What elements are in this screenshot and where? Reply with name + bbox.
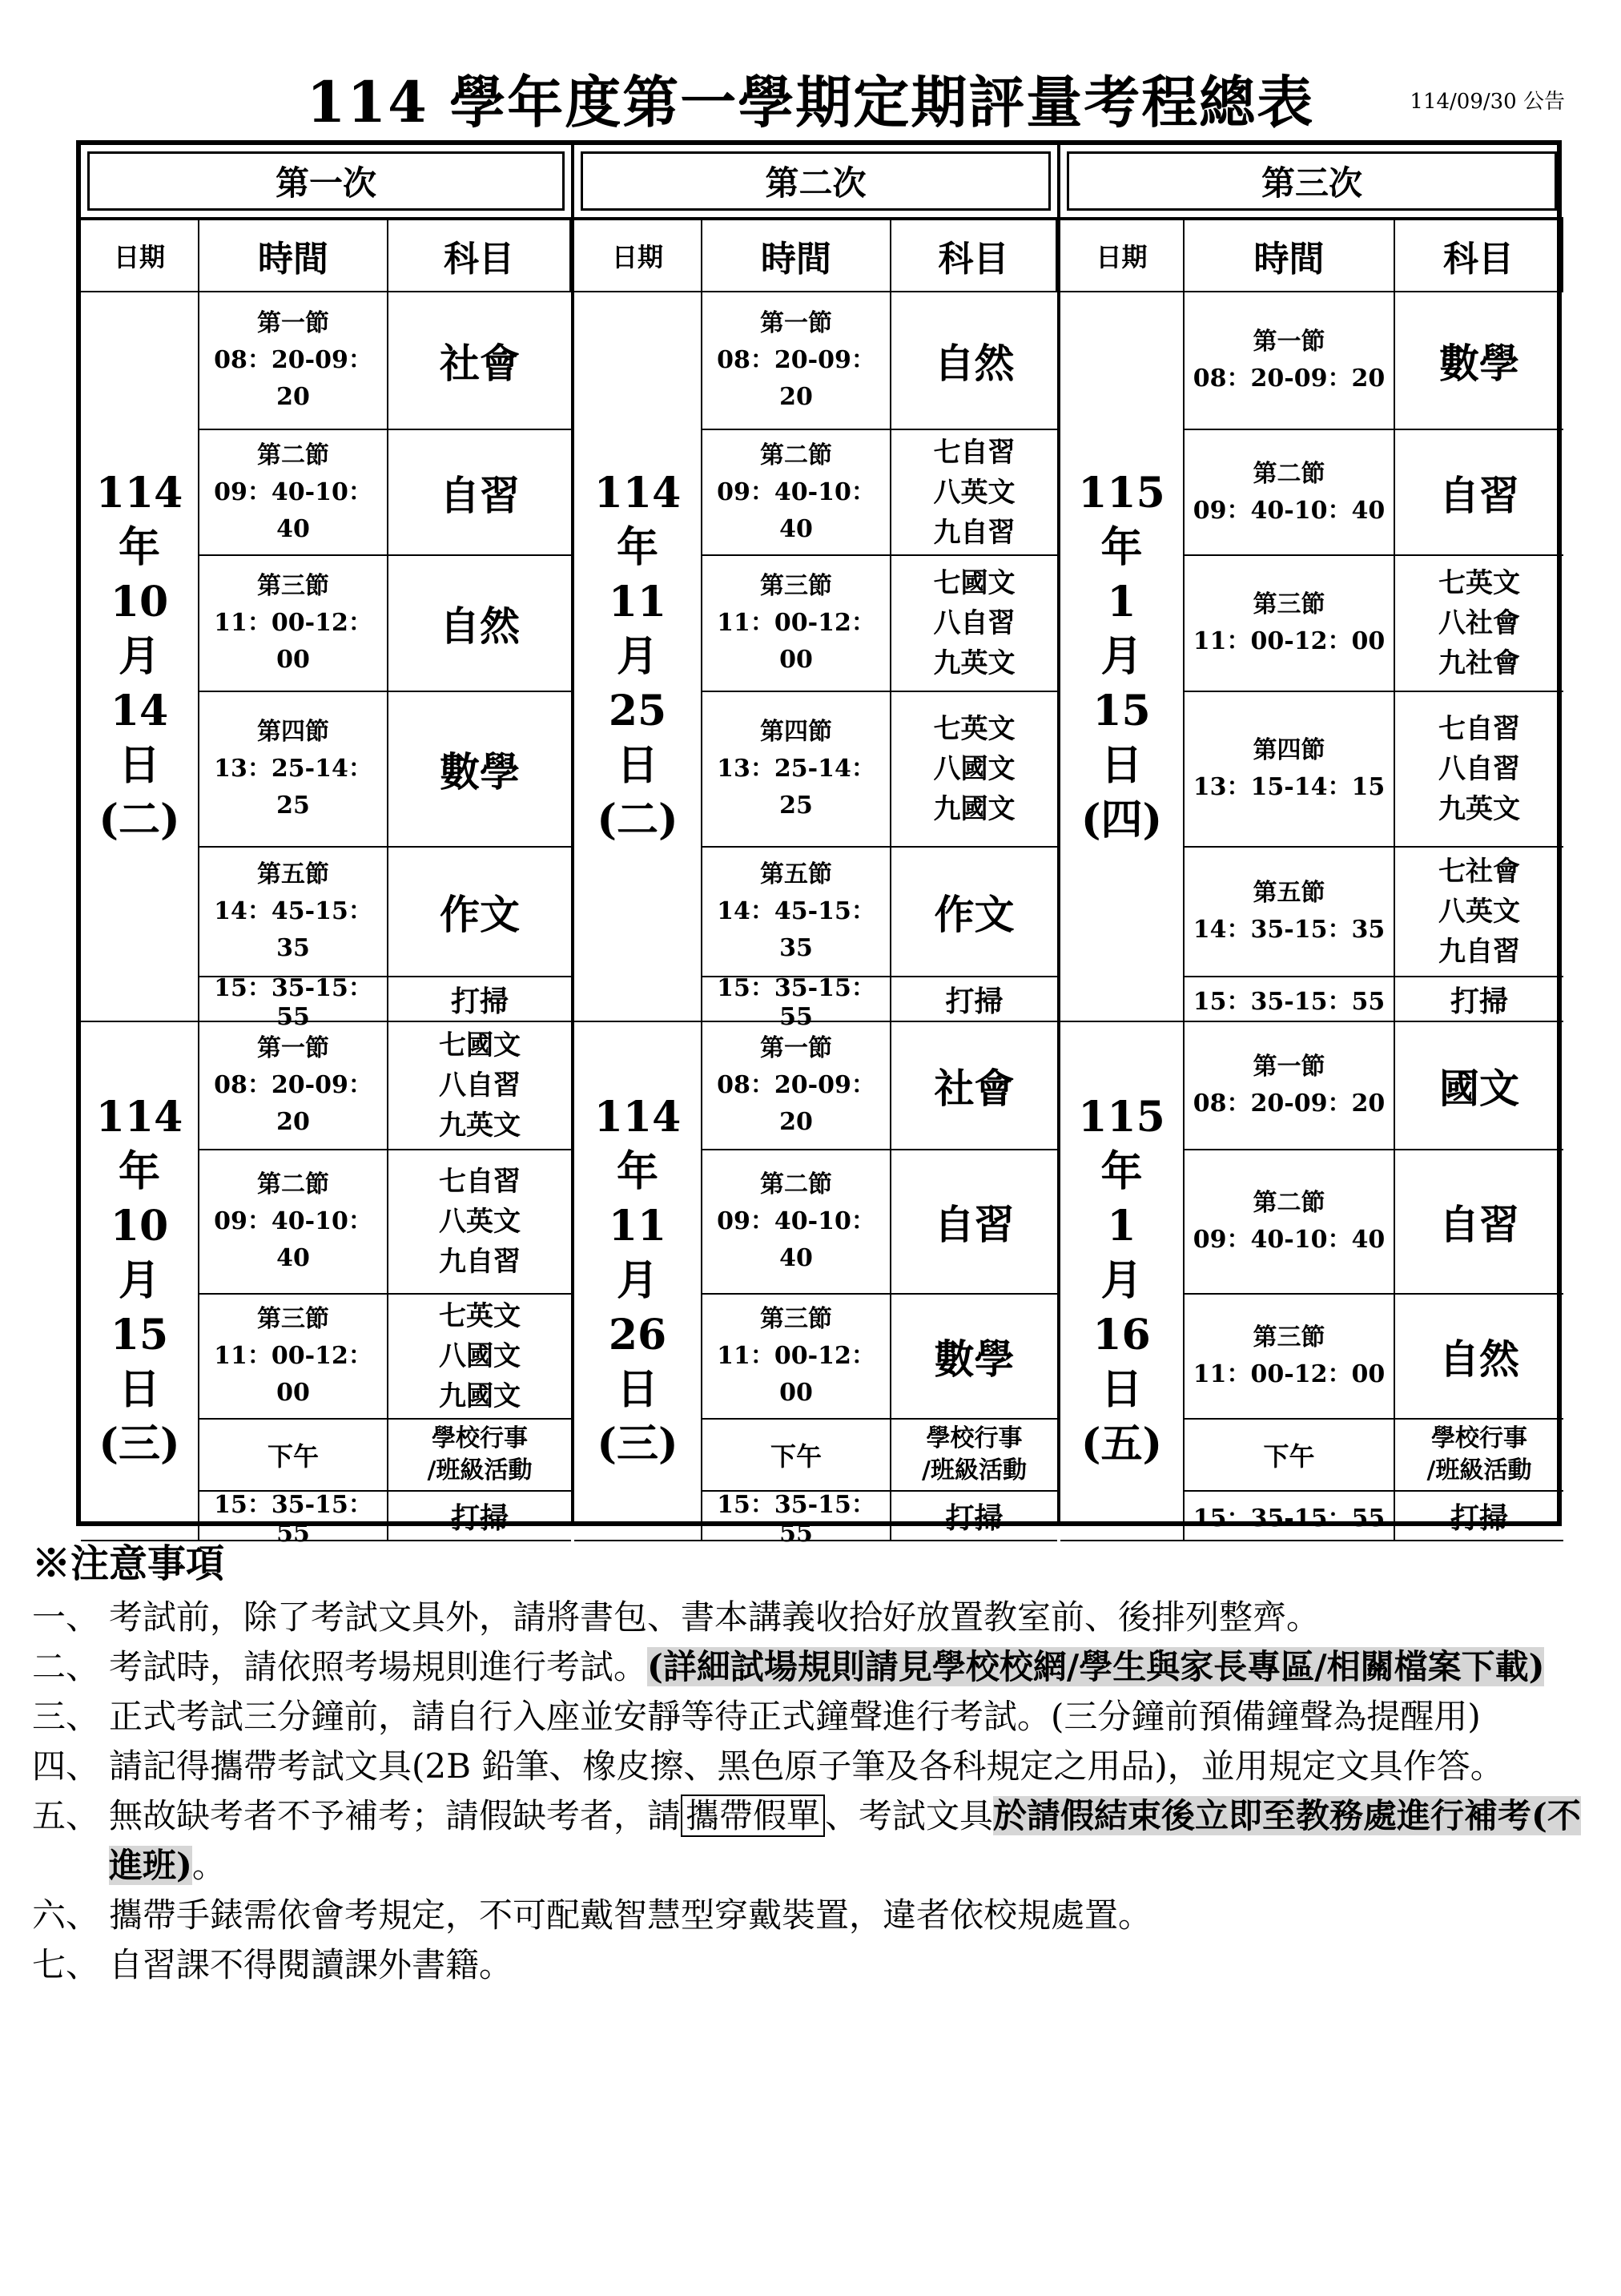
date-part: 年 [616, 1147, 658, 1196]
subject-line: 七自習 [1438, 713, 1520, 745]
exam-section-1 [81, 145, 574, 1548]
subject-line: 七自習 [933, 436, 1016, 469]
period-time [199, 1295, 388, 1420]
exam-schedule-table [76, 140, 1562, 1548]
period-name: 第三節 [1253, 590, 1325, 618]
date-part: (四) [1080, 795, 1163, 844]
date-header: 日期 [1060, 220, 1185, 292]
date-header: 日期 [574, 220, 702, 292]
subject-by-grade [388, 1022, 571, 1150]
date-part: 115 [1078, 468, 1165, 518]
date-part: 1 [1107, 1202, 1136, 1251]
note-number: 一、 [32, 1597, 100, 1637]
period-name: 第二節 [257, 1170, 329, 1198]
notes-title: ※注意事項 [32, 1541, 225, 1586]
exam-date [81, 1022, 199, 1541]
time-range: 11：00-12：00 [214, 1342, 372, 1407]
period-time [199, 1022, 388, 1150]
time-range: 13：25-14：25 [214, 755, 372, 820]
date-part: 年 [118, 522, 160, 572]
afternoon-label: 下午 [702, 1420, 891, 1492]
period-name: 第二節 [760, 1170, 832, 1198]
time-range: 11：00-12：00 [1193, 627, 1386, 655]
page-header [0, 50, 1621, 138]
date-part: 月 [616, 631, 658, 681]
note-item [32, 1692, 1594, 1742]
subject-line: 九社會 [1438, 647, 1520, 679]
note-number: 三、 [32, 1697, 100, 1736]
date-part: 25 [608, 686, 667, 735]
period-time [702, 430, 891, 556]
subject-by-grade [891, 430, 1057, 556]
date-part: 年 [616, 522, 658, 572]
period-time [199, 848, 388, 977]
date-part: 日 [616, 740, 658, 790]
note-number: 六、 [32, 1895, 100, 1935]
date-part: 月 [118, 631, 160, 681]
date-part: 月 [118, 1256, 160, 1305]
date-part: 月 [1100, 1256, 1143, 1305]
school-activity [1395, 1420, 1563, 1492]
subject-name: 自習 [388, 430, 571, 556]
subject-line: 學校行事 [1431, 1424, 1527, 1452]
time-range: 14：35-15：35 [1193, 916, 1386, 944]
period-time [1185, 556, 1395, 692]
date-part: 14 [110, 686, 169, 735]
date-part: 10 [110, 1202, 169, 1251]
period-name: 第一節 [257, 309, 329, 337]
subject-line: 七英文 [933, 713, 1016, 745]
time-header: 時間 [1185, 220, 1395, 292]
subject-line: 八國文 [439, 1340, 521, 1372]
subject-by-grade [1395, 556, 1563, 692]
subject-name: 社會 [891, 1022, 1057, 1150]
subject-line: 九自習 [439, 1246, 521, 1278]
subject-line: 八英文 [439, 1206, 521, 1238]
subject-line: 九英文 [439, 1110, 521, 1142]
time-range: 09：40-10：40 [1193, 496, 1386, 525]
date-part: (三) [597, 1420, 678, 1468]
note-number: 四、 [32, 1746, 100, 1786]
date-part: 日 [118, 740, 160, 790]
subject-line: 學校行事 [432, 1424, 528, 1452]
period-name: 第一節 [760, 1034, 832, 1062]
subject-line: 九英文 [1438, 793, 1520, 825]
period-time [1185, 1295, 1395, 1420]
period-time [1185, 292, 1395, 430]
subject-name: 數學 [388, 692, 571, 848]
time-range: 13：25-14：25 [717, 755, 875, 820]
subject-line: 八社會 [1438, 607, 1520, 639]
subject-header: 科目 [388, 220, 571, 292]
exam-date [574, 292, 702, 1022]
cleaning-time: 15：35-15：55 [199, 977, 388, 1022]
period-time [702, 292, 891, 430]
period-name: 第四節 [760, 718, 832, 746]
subject-name: 自習 [1395, 1150, 1563, 1295]
period-name: 第一節 [1253, 328, 1325, 356]
subject-name: 社會 [388, 292, 571, 430]
time-range: 14：45-15：35 [717, 897, 875, 962]
subject-header: 科目 [1395, 220, 1563, 292]
subject-line: /班級活動 [922, 1456, 1027, 1484]
cleaning-time: 15：35-15：55 [1185, 1492, 1395, 1541]
subject-header: 科目 [891, 220, 1057, 292]
note-text: 自習課不得閱讀課外書籍。 [109, 1945, 513, 1984]
exam-date [81, 292, 199, 1022]
time-range: 09：40-10：40 [214, 1207, 372, 1272]
date-part: 10 [110, 577, 169, 626]
subject-line: 八英文 [1438, 896, 1520, 928]
period-name: 第四節 [1253, 736, 1325, 764]
subject-line: 八國文 [933, 753, 1016, 785]
period-name: 第四節 [257, 718, 329, 746]
date-part: 日 [1100, 1365, 1143, 1414]
subject-name: 自習 [1395, 430, 1563, 556]
cleaning-label: 打掃 [891, 977, 1057, 1022]
notes-list [32, 1593, 1594, 1990]
subject-name: 作文 [891, 848, 1057, 977]
subject-line: 七英文 [1438, 567, 1520, 599]
subject-name: 自然 [891, 292, 1057, 430]
time-range: 08：20-09：20 [1193, 1090, 1386, 1118]
time-header: 時間 [199, 220, 388, 292]
date-part: 年 [1100, 522, 1143, 572]
period-time [1185, 430, 1395, 556]
time-range: 11：00-12：00 [717, 1342, 875, 1407]
subject-by-grade [891, 556, 1057, 692]
period-time [702, 692, 891, 848]
subject-name: 自習 [891, 1150, 1057, 1295]
subject-line: 七社會 [1438, 856, 1520, 888]
period-time [702, 1295, 891, 1420]
boxed-text: 攜帶假單 [681, 1795, 825, 1837]
period-time [199, 692, 388, 848]
note-text: 、考試文具 [825, 1796, 994, 1835]
note-text: 請記得攜帶考試文具(2B 鉛筆、橡皮擦、黑色原子筆及各科規定之用品)，並用規定文具作答。 [109, 1746, 1504, 1786]
announcement-date: 114/09/30 公告 [1410, 90, 1565, 114]
date-part: 日 [1100, 740, 1143, 790]
subject-line: 九英文 [933, 647, 1016, 679]
cleaning-label: 打掃 [1395, 1492, 1563, 1541]
period-time [702, 556, 891, 692]
period-name: 第一節 [1253, 1053, 1325, 1081]
period-name: 第三節 [257, 572, 329, 600]
period-time [1185, 848, 1395, 977]
time-range: 13：15-14：15 [1193, 773, 1386, 801]
section-title: 第二次 [581, 151, 1051, 211]
cleaning-time: 15：35-15：55 [702, 1492, 891, 1541]
date-part: 月 [1100, 631, 1143, 681]
cleaning-label: 打掃 [388, 977, 571, 1022]
subject-line: 七國文 [933, 567, 1016, 599]
subject-line: 七國文 [439, 1029, 521, 1061]
time-range: 08：20-09：20 [214, 346, 372, 411]
subject-line: 七英文 [439, 1300, 521, 1332]
subject-name: 作文 [388, 848, 571, 977]
subject-by-grade [1395, 692, 1563, 848]
period-name: 第二節 [257, 441, 329, 469]
subject-by-grade [388, 1150, 571, 1295]
time-range: 11：00-12：00 [1193, 1360, 1386, 1388]
date-part: 日 [616, 1365, 658, 1414]
cleaning-time: 15：35-15：55 [702, 977, 891, 1022]
afternoon-label: 下午 [199, 1420, 388, 1492]
date-part: (三) [99, 1420, 180, 1468]
subject-name: 數學 [1395, 292, 1563, 430]
exam-date [574, 1022, 702, 1541]
date-part: 16 [1092, 1311, 1151, 1359]
section-header-band [1060, 145, 1563, 220]
cleaning-label: 打掃 [891, 1492, 1057, 1541]
period-name: 第三節 [257, 1305, 329, 1333]
date-part: 114 [95, 1093, 183, 1142]
afternoon-label: 下午 [1185, 1420, 1395, 1492]
note-item [32, 1891, 1594, 1940]
period-name: 第二節 [760, 441, 832, 469]
date-part: 114 [593, 1093, 682, 1142]
section-header-band [81, 145, 571, 220]
date-part: 15 [110, 1311, 169, 1359]
period-time [1185, 1022, 1395, 1150]
period-time [702, 1150, 891, 1295]
subject-by-grade [891, 692, 1057, 848]
period-name: 第五節 [1253, 879, 1325, 907]
date-part: 26 [608, 1311, 667, 1359]
subject-name: 數學 [891, 1295, 1057, 1420]
period-time [199, 430, 388, 556]
subject-by-grade [1395, 848, 1563, 977]
note-number: 七、 [32, 1945, 100, 1984]
time-range: 08：20-09：20 [214, 1071, 372, 1136]
date-part: 年 [1100, 1147, 1143, 1196]
period-name: 第一節 [257, 1034, 329, 1062]
period-name: 第一節 [760, 309, 832, 337]
subject-line: 九自習 [933, 516, 1016, 549]
section-header-band [574, 145, 1057, 220]
date-part: 年 [118, 1147, 160, 1196]
note-item [32, 1593, 1594, 1642]
period-time [1185, 692, 1395, 848]
subject-name: 自然 [1395, 1295, 1563, 1420]
time-range: 08：20-09：20 [1193, 365, 1386, 393]
subject-line: 八自習 [1438, 753, 1520, 785]
date-header: 日期 [81, 220, 199, 292]
subject-line: 八自習 [933, 607, 1016, 639]
time-range: 08：20-09：20 [717, 346, 875, 411]
note-text: 考試前，除了考試文具外，請將書包、書本講義收拾好放置教室前、後排列整齊。 [109, 1597, 1321, 1637]
note-text: 無故缺考者不予補考；請假缺考者，請 [109, 1796, 682, 1835]
time-range: 09：40-10：40 [214, 477, 372, 543]
period-time [199, 292, 388, 430]
subject-line: 七自習 [439, 1166, 521, 1198]
section-title: 第一次 [87, 151, 565, 211]
period-time [199, 556, 388, 692]
highlighted-text: 於請假結束後立即至教務處進行補考(不進班) [109, 1796, 1581, 1885]
period-name: 第二節 [1253, 459, 1325, 488]
notes-section [32, 1526, 1594, 1990]
time-range: 11：00-12：00 [717, 609, 875, 674]
date-part: 114 [593, 468, 682, 518]
cleaning-label: 打掃 [1395, 977, 1563, 1022]
subject-line: 八英文 [933, 476, 1016, 509]
date-part: 1 [1107, 577, 1136, 626]
cleaning-label: 打掃 [388, 1492, 571, 1541]
subject-line: /班級活動 [1426, 1456, 1532, 1484]
date-part: 11 [608, 1202, 667, 1251]
exam-section-3 [1060, 145, 1563, 1535]
note-item [32, 1940, 1594, 1990]
period-name: 第三節 [760, 1305, 832, 1333]
note-number: 五、 [32, 1796, 100, 1835]
period-name: 第五節 [760, 860, 832, 888]
subject-line: 學校行事 [926, 1424, 1023, 1452]
exam-date [1060, 1022, 1185, 1541]
note-item [32, 1642, 1594, 1692]
subject-name: 自然 [388, 556, 571, 692]
date-part: (二) [597, 795, 678, 844]
date-part: 114 [95, 468, 183, 518]
note-text: 考試時，請依照考場規則進行考試。 [109, 1647, 648, 1686]
highlighted-text: (詳細試場規則請見學校校網/學生與家長專區/相關檔案下載) [647, 1647, 1545, 1686]
cleaning-time: 15：35-15：55 [199, 1492, 388, 1541]
period-name: 第二節 [1253, 1189, 1325, 1217]
exam-date [1060, 292, 1185, 1022]
note-item [32, 1791, 1594, 1891]
time-range: 11：00-12：00 [214, 609, 372, 674]
note-text: 攜帶手錶需依會考規定，不可配戴智慧型穿戴裝置，違者依校規處置。 [109, 1895, 1152, 1935]
note-text: 正式考試三分鐘前，請自行入座並安靜等待正式鐘聲進行考試。(三分鐘前預備鐘聲為提醒用) [109, 1697, 1481, 1736]
page-title: 114 學年度第一學期定期評量考程總表 [306, 69, 1315, 135]
time-range: 08：20-09：20 [717, 1071, 875, 1136]
subject-line: 九自習 [1438, 936, 1520, 968]
date-part: (二) [99, 795, 180, 844]
time-range: 09：40-10：40 [717, 1207, 875, 1272]
section-title: 第三次 [1067, 151, 1557, 211]
note-text: 。 [191, 1846, 226, 1885]
date-part: 115 [1078, 1093, 1165, 1142]
time-range: 14：45-15：35 [214, 897, 372, 962]
period-time [702, 1022, 891, 1150]
time-range: 09：40-10：40 [1193, 1226, 1386, 1254]
subject-line: 九國文 [439, 1380, 521, 1412]
time-range: 09：40-10：40 [717, 477, 875, 543]
school-activity [891, 1420, 1057, 1492]
time-header: 時間 [702, 220, 891, 292]
note-number: 二、 [32, 1647, 100, 1686]
school-activity [388, 1420, 571, 1492]
subject-line: /班級活動 [427, 1456, 533, 1484]
subject-line: 九國文 [933, 793, 1016, 825]
period-name: 第五節 [257, 860, 329, 888]
period-time [199, 1150, 388, 1295]
date-part: (五) [1080, 1420, 1163, 1468]
period-name: 第三節 [1253, 1323, 1325, 1351]
subject-name: 國文 [1395, 1022, 1563, 1150]
subject-by-grade [388, 1295, 571, 1420]
subject-line: 八自習 [439, 1069, 521, 1102]
period-name: 第三節 [760, 572, 832, 600]
period-time [1185, 1150, 1395, 1295]
date-part: 日 [118, 1365, 160, 1414]
date-part: 11 [608, 577, 667, 626]
cleaning-time: 15：35-15：55 [1185, 977, 1395, 1022]
period-time [702, 848, 891, 977]
date-part: 15 [1092, 686, 1151, 735]
note-item [32, 1742, 1594, 1791]
exam-section-2 [574, 145, 1060, 1548]
date-part: 月 [616, 1256, 658, 1305]
